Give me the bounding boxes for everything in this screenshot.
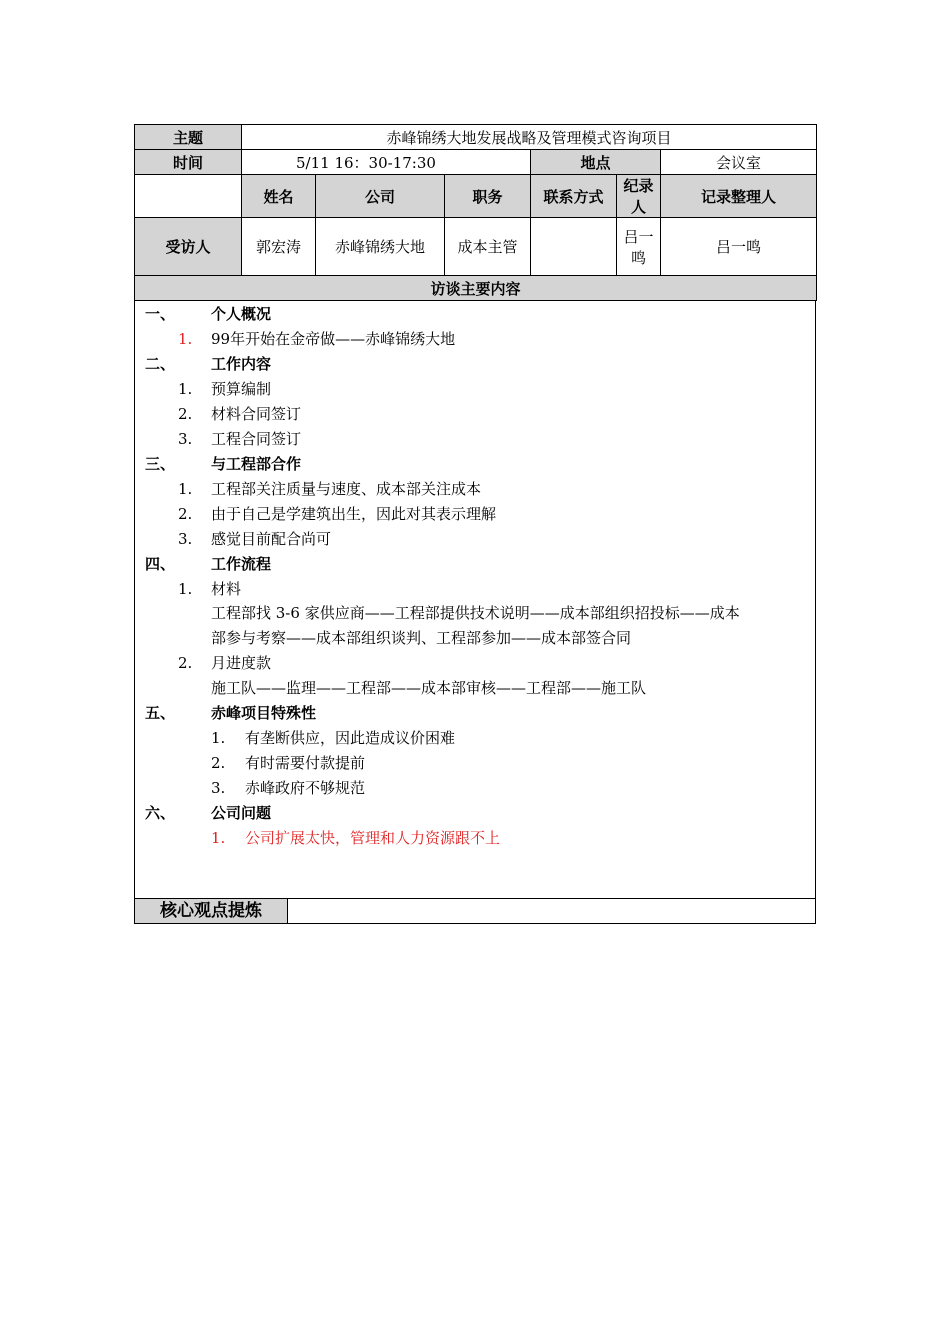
interviewee-label: 受访人	[135, 218, 242, 276]
item-text: 月进度款	[211, 654, 272, 672]
item-text: 工程部关注质量与速度、成本部关注成本	[211, 480, 482, 498]
section-title: 工作内容	[211, 355, 272, 373]
section-number: 三、	[145, 455, 176, 473]
item-detail: 施工队——监理——工程部——成本部审核——工程部——施工队	[211, 679, 647, 697]
section-title: 个人概况	[211, 305, 272, 323]
time-row	[135, 150, 817, 175]
section-title: 与工程部合作	[211, 455, 302, 473]
item-number: 1.	[178, 480, 193, 498]
section-title: 公司问题	[211, 804, 272, 822]
col-contact: 联系方式	[531, 175, 617, 218]
section-number: 五、	[145, 704, 176, 722]
subject-value: 赤峰锦绣大地发展战略及管理模式咨询项目	[242, 125, 817, 150]
interviewee-position: 成本主管	[445, 218, 531, 276]
section-title: 赤峰项目特殊性	[211, 704, 317, 722]
section-number: 二、	[145, 355, 176, 373]
item-detail: 部参与考察——成本部组织谈判、工程部参加——成本部签合同	[211, 629, 632, 647]
header-table	[134, 124, 817, 301]
item-text: 预算编制	[211, 380, 272, 398]
col-organizer: 记录整理人	[661, 175, 817, 218]
column-header-row	[135, 175, 817, 218]
content-title-row	[135, 276, 817, 301]
item-number: 2.	[178, 505, 193, 523]
item-text: 感觉目前配合尚可	[211, 530, 332, 548]
item-number: 3.	[178, 530, 193, 548]
interviewee-contact	[531, 218, 617, 276]
content-title: 访谈主要内容	[135, 276, 817, 301]
interviewee-name: 郭宏涛	[242, 218, 316, 276]
item-number: 1.	[178, 580, 193, 598]
item-text: 赤峰政府不够规范	[245, 779, 366, 797]
place-value: 会议室	[661, 150, 817, 175]
item-number: 1.	[211, 829, 226, 847]
item-number: 3.	[211, 779, 226, 797]
core-insights-row	[134, 898, 816, 924]
subject-label: 主题	[135, 125, 242, 150]
core-insights-value	[288, 899, 815, 923]
item-text: 有时需要付款提前	[245, 754, 366, 772]
section-number: 六、	[145, 804, 176, 822]
interview-content	[134, 301, 816, 898]
section-number: 一、	[145, 305, 176, 323]
item-text: 公司扩展太快，管理和人力资源跟不上	[245, 829, 501, 847]
item-number: 3.	[178, 430, 193, 448]
item-text: 99年开始在金帝做——赤峰锦绣大地	[211, 330, 456, 348]
item-text: 材料合同签订	[211, 405, 302, 423]
item-number: 1.	[178, 380, 193, 398]
interviewee-row	[135, 218, 817, 276]
col-name: 姓名	[242, 175, 316, 218]
item-text: 由于自己是学建筑出生，因此对其表示理解	[211, 505, 497, 523]
blank-cell	[135, 175, 242, 218]
core-insights-label: 核心观点提炼	[135, 899, 288, 923]
item-number: 1.	[211, 729, 226, 747]
item-number: 2.	[178, 654, 193, 672]
section-number: 四、	[145, 555, 176, 573]
place-label: 地点	[531, 150, 661, 175]
item-number: 2.	[211, 754, 226, 772]
item-text: 工程合同签订	[211, 430, 302, 448]
interviewee-organizer: 吕一鸣	[661, 218, 817, 276]
col-recorder: 纪录人	[617, 175, 661, 218]
item-number: 1.	[178, 330, 193, 348]
interviewee-company: 赤峰锦绣大地	[316, 218, 445, 276]
item-text: 有垄断供应，因此造成议价困难	[245, 729, 456, 747]
col-position: 职务	[445, 175, 531, 218]
section-title: 工作流程	[211, 555, 272, 573]
time-value: 5/11 16：30-17:30	[242, 150, 531, 175]
item-number: 2.	[178, 405, 193, 423]
col-company: 公司	[316, 175, 445, 218]
item-text: 材料	[211, 580, 242, 598]
interviewee-recorder: 吕一鸣	[617, 218, 661, 276]
interview-form	[134, 124, 816, 924]
time-label: 时间	[135, 150, 242, 175]
subject-row	[135, 125, 817, 150]
item-detail: 工程部找 3-6 家供应商——工程部提供技术说明——成本部组织招投标——成本	[211, 604, 740, 622]
